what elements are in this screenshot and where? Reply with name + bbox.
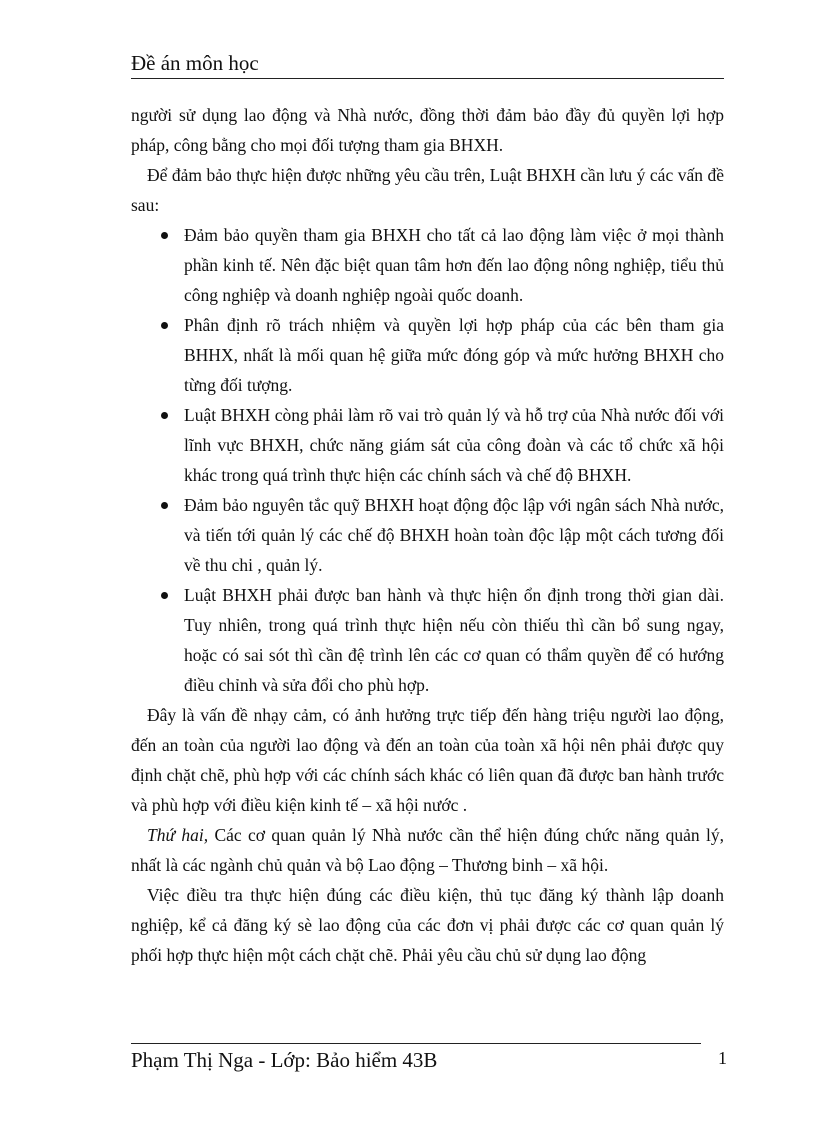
bullet-icon	[161, 592, 168, 599]
paragraph-3: Đây là vấn đề nhạy cảm, có ảnh hưởng trực tiếp đến hàng triệu người lao động, đến an toàn của người lao động và đến an toàn của toàn xã hội nên phải được quy định chặt chẽ, phù hợp với các chính sách khác có liên quan đã được ban hành trước và phù hợp với điều kiện kinh tế – xã hội nước .	[131, 705, 724, 815]
list-item	[131, 220, 724, 310]
paragraph-5: Việc điều tra thực hiện đúng các điều kiện, thủ tục đăng ký thành lập doanh nghiệp, kể cả đăng ký sè lao động của các đơn vị phải được các cơ quan quản lý phối hợp thực hiện một cách chặt chẽ. Phải yêu cầu chủ sử dụng lao động	[131, 885, 724, 965]
list-item	[131, 490, 724, 580]
document-body	[131, 100, 724, 970]
list-item	[131, 580, 724, 700]
bullet-icon	[161, 232, 168, 239]
document-title: Đề án môn học	[131, 51, 259, 75]
list-item-text: Luật BHXH còng phải làm rõ vai trò quản lý và hỗ trợ của Nhà nước đối với lĩnh vực BHXH, chức năng giám sát của công đoàn và các tổ chức xã hội khác trong quá trình thực hiện các chính sách và chế độ BHXH.	[184, 405, 724, 485]
paragraph-4-lead: Thứ hai,	[147, 825, 209, 845]
paragraph-4-text: Các cơ quan quản lý Nhà nước cần thể hiện đúng chức năng quản lý, nhất là các ngành chủ quản và bộ Lao động – Thương binh – xã hội.	[131, 825, 725, 875]
list-item-text: Đảm bảo quyền tham gia BHXH cho tất cả lao động làm việc ở mọi thành phần kinh tế. Nên đặc biệt quan tâm hơn đến lao động nông nghiệp, tiểu thủ công nghiệp và doanh nghiệp ngoài quốc doanh.	[184, 225, 724, 305]
footer-author: Phạm Thị Nga - Lớp: Bảo hiểm 43B	[131, 1048, 438, 1072]
list-item-text: Phân định rõ trách nhiệm và quyền lợi hợp pháp của các bên tham gia BHHX, nhất là mối quan hệ giữa mức đóng góp và mức hưởng BHXH cho từng đối tượng.	[184, 315, 724, 395]
paragraph-1: người sử dụng lao động và Nhà nước, đồng thời đảm bảo đầy đủ quyền lợi hợp pháp, công bằng cho mọi đối tượng tham gia BHXH.	[131, 105, 724, 155]
paragraph-4	[131, 820, 724, 880]
footer-divider	[131, 1043, 701, 1044]
list-item-text: Luật BHXH phải được ban hành và thực hiện ổn định trong thời gian dài. Tuy nhiên, trong quá trình thực hiện nếu còn thiếu thì cần bổ sung ngay, hoặc có sai sót thì cần đệ trình lên các cơ quan có thẩm quyền để có hướng điều chỉnh và sửa đổi cho phù hợp.	[184, 585, 724, 695]
paragraph-2: Để đảm bảo thực hiện được những yêu cầu trên, Luật BHXH cần lưu ý các vấn đề sau:	[131, 165, 724, 215]
requirements-list	[131, 220, 724, 700]
page-number: 1	[718, 1048, 727, 1068]
bullet-icon	[161, 502, 168, 509]
page-header	[131, 50, 724, 79]
bullet-icon	[161, 412, 168, 419]
list-item	[131, 310, 724, 400]
list-item-text: Đảm bảo nguyên tắc quỹ BHXH hoạt động độc lập với ngân sách Nhà nước, và tiến tới quản lý các chế độ BHXH hoàn toàn độc lập một cách tương đối về thu chi , quản lý.	[184, 495, 724, 575]
list-item	[131, 400, 724, 490]
bullet-icon	[161, 322, 168, 329]
